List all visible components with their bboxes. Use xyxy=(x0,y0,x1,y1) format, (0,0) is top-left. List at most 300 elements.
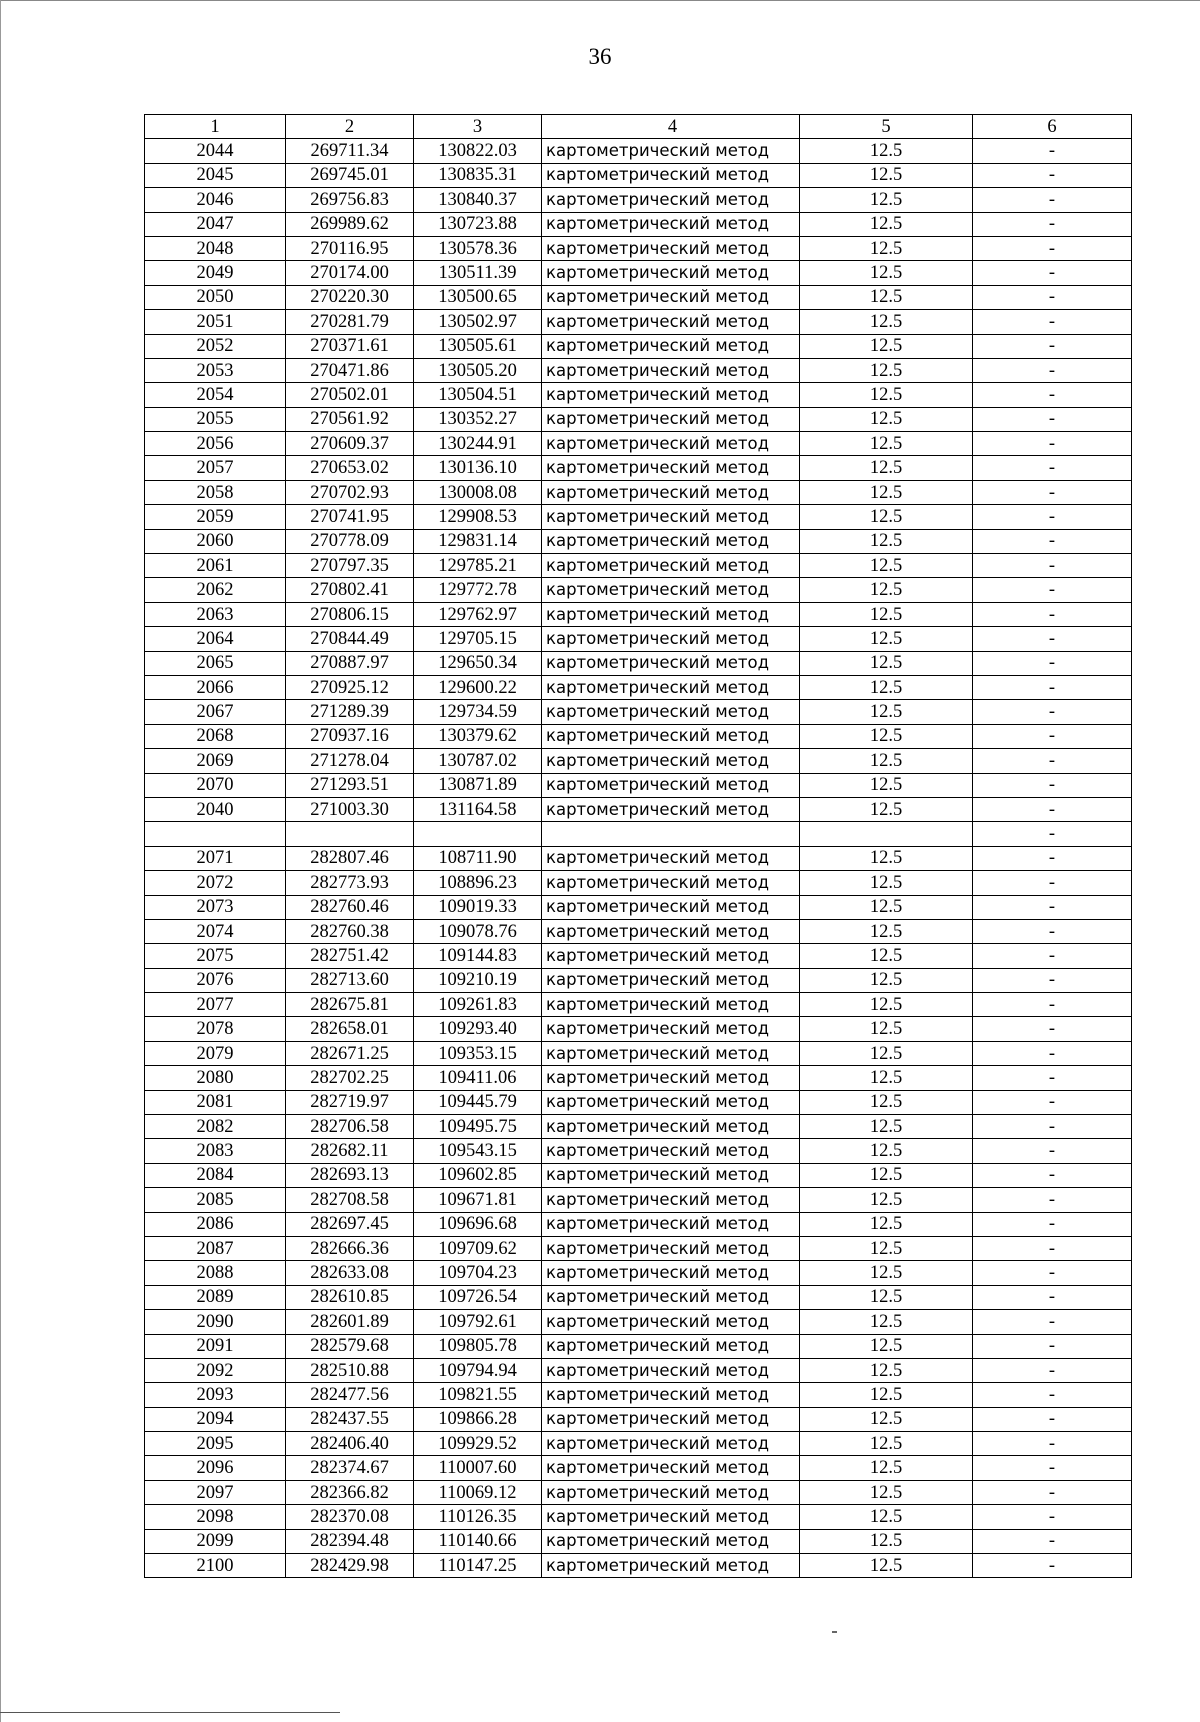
x-coordinate-cell: 282697.45 xyxy=(286,1212,414,1236)
y-coordinate-cell: 129908.53 xyxy=(414,505,542,529)
point-number-cell: 2072 xyxy=(145,871,286,895)
y-coordinate-cell: 109671.81 xyxy=(414,1188,542,1212)
method-cell: картометрический метод xyxy=(542,700,800,724)
method-cell: картометрический метод xyxy=(542,212,800,236)
y-coordinate-cell: 130723.88 xyxy=(414,212,542,236)
note-cell: - xyxy=(973,1407,1132,1431)
y-coordinate-cell: 109866.28 xyxy=(414,1407,542,1431)
accuracy-cell: 12.5 xyxy=(800,1358,973,1382)
point-number-cell: 2060 xyxy=(145,529,286,553)
y-coordinate-cell: 110140.66 xyxy=(414,1529,542,1553)
accuracy-cell: 12.5 xyxy=(800,358,973,382)
method-cell: картометрический метод xyxy=(542,334,800,358)
point-number-cell: 2062 xyxy=(145,578,286,602)
y-coordinate-cell xyxy=(414,822,542,846)
y-coordinate-cell: 130505.61 xyxy=(414,334,542,358)
y-coordinate-cell: 110126.35 xyxy=(414,1505,542,1529)
method-cell: картометрический метод xyxy=(542,1358,800,1382)
table-row xyxy=(145,285,1132,309)
note-cell: - xyxy=(973,505,1132,529)
note-cell: - xyxy=(973,627,1132,651)
y-coordinate-cell: 130504.51 xyxy=(414,383,542,407)
point-number-cell: 2087 xyxy=(145,1236,286,1260)
method-cell: картометрический метод xyxy=(542,1041,800,1065)
method-cell: картометрический метод xyxy=(542,1261,800,1285)
accuracy-cell: 12.5 xyxy=(800,749,973,773)
table-row xyxy=(145,1285,1132,1309)
accuracy-cell: 12.5 xyxy=(800,1090,973,1114)
table-row xyxy=(145,1017,1132,1041)
table-row xyxy=(145,1334,1132,1358)
point-number-cell: 2044 xyxy=(145,139,286,163)
table-row xyxy=(145,919,1132,943)
note-cell: - xyxy=(973,1115,1132,1139)
method-cell: картометрический метод xyxy=(542,1480,800,1504)
note-cell: - xyxy=(973,724,1132,748)
x-coordinate-cell: 282370.08 xyxy=(286,1505,414,1529)
accuracy-cell: 12.5 xyxy=(800,1383,973,1407)
y-coordinate-cell: 109411.06 xyxy=(414,1066,542,1090)
y-coordinate-cell: 130840.37 xyxy=(414,188,542,212)
scan-left-edge xyxy=(0,0,1,1722)
point-number-cell: 2073 xyxy=(145,895,286,919)
y-coordinate-cell: 130835.31 xyxy=(414,163,542,187)
y-coordinate-cell: 109543.15 xyxy=(414,1139,542,1163)
accuracy-cell: 12.5 xyxy=(800,529,973,553)
x-coordinate-cell: 282510.88 xyxy=(286,1358,414,1382)
y-coordinate-cell: 109353.15 xyxy=(414,1041,542,1065)
x-coordinate-cell: 282693.13 xyxy=(286,1163,414,1187)
accuracy-cell: 12.5 xyxy=(800,383,973,407)
method-cell: картометрический метод xyxy=(542,1236,800,1260)
note-cell: - xyxy=(973,1090,1132,1114)
y-coordinate-cell: 129762.97 xyxy=(414,602,542,626)
y-coordinate-cell: 109709.62 xyxy=(414,1236,542,1260)
note-cell: - xyxy=(973,1236,1132,1260)
table-row xyxy=(145,1554,1132,1578)
accuracy-cell: 12.5 xyxy=(800,578,973,602)
note-cell: - xyxy=(973,1334,1132,1358)
accuracy-cell: 12.5 xyxy=(800,505,973,529)
accuracy-cell: 12.5 xyxy=(800,1310,973,1334)
point-number-cell: 2090 xyxy=(145,1310,286,1334)
method-cell: картометрический метод xyxy=(542,1212,800,1236)
x-coordinate-cell: 270281.79 xyxy=(286,310,414,334)
scan-bottom-edge xyxy=(0,1712,340,1713)
x-coordinate-cell: 282751.42 xyxy=(286,944,414,968)
method-cell: картометрический метод xyxy=(542,895,800,919)
accuracy-cell: 12.5 xyxy=(800,1480,973,1504)
method-cell: картометрический метод xyxy=(542,1529,800,1553)
note-cell: - xyxy=(973,846,1132,870)
x-coordinate-cell: 270937.16 xyxy=(286,724,414,748)
method-cell: картометрический метод xyxy=(542,505,800,529)
table-row xyxy=(145,358,1132,382)
y-coordinate-cell: 130511.39 xyxy=(414,261,542,285)
column-header-6: 6 xyxy=(973,115,1132,139)
note-cell: - xyxy=(973,895,1132,919)
method-cell: картометрический метод xyxy=(542,1407,800,1431)
x-coordinate-cell: 282437.55 xyxy=(286,1407,414,1431)
y-coordinate-cell: 130379.62 xyxy=(414,724,542,748)
method-cell: картометрический метод xyxy=(542,456,800,480)
table-row xyxy=(145,480,1132,504)
point-number-cell: 2067 xyxy=(145,700,286,724)
method-cell: картометрический метод xyxy=(542,871,800,895)
x-coordinate-cell: 282708.58 xyxy=(286,1188,414,1212)
note-cell: - xyxy=(973,675,1132,699)
point-number-cell: 2080 xyxy=(145,1066,286,1090)
accuracy-cell: 12.5 xyxy=(800,285,973,309)
scan-top-edge xyxy=(0,0,1200,1)
note-cell: - xyxy=(973,1188,1132,1212)
table-row xyxy=(145,1480,1132,1504)
point-number-cell: 2058 xyxy=(145,480,286,504)
method-cell: картометрический метод xyxy=(542,407,800,431)
method-cell xyxy=(542,822,800,846)
point-number-cell: 2074 xyxy=(145,919,286,943)
note-cell: - xyxy=(973,529,1132,553)
table-row xyxy=(145,456,1132,480)
y-coordinate-cell: 130008.08 xyxy=(414,480,542,504)
table-row xyxy=(145,1139,1132,1163)
note-cell: - xyxy=(973,480,1132,504)
accuracy-cell: 12.5 xyxy=(800,1285,973,1309)
point-number-cell: 2057 xyxy=(145,456,286,480)
table-row xyxy=(145,432,1132,456)
table-row xyxy=(145,1188,1132,1212)
x-coordinate-cell: 270220.30 xyxy=(286,285,414,309)
note-cell: - xyxy=(973,944,1132,968)
method-cell: картометрический метод xyxy=(542,1115,800,1139)
note-cell: - xyxy=(973,334,1132,358)
point-number-cell: 2066 xyxy=(145,675,286,699)
point-number-cell: 2051 xyxy=(145,310,286,334)
y-coordinate-cell: 109821.55 xyxy=(414,1383,542,1407)
method-cell: картометрический метод xyxy=(542,1554,800,1578)
accuracy-cell: 12.5 xyxy=(800,480,973,504)
point-number-cell: 2098 xyxy=(145,1505,286,1529)
accuracy-cell: 12.5 xyxy=(800,944,973,968)
page-number: 36 xyxy=(588,44,612,69)
note-cell: - xyxy=(973,1017,1132,1041)
table-row xyxy=(145,895,1132,919)
accuracy-cell: 12.5 xyxy=(800,797,973,821)
note-cell: - xyxy=(973,1554,1132,1578)
table-row xyxy=(145,1041,1132,1065)
y-coordinate-cell: 110069.12 xyxy=(414,1480,542,1504)
y-coordinate-cell: 130505.20 xyxy=(414,358,542,382)
point-number-cell: 2081 xyxy=(145,1090,286,1114)
method-cell: картометрический метод xyxy=(542,480,800,504)
method-cell: картометрический метод xyxy=(542,1432,800,1456)
x-coordinate-cell: 270806.15 xyxy=(286,602,414,626)
y-coordinate-cell: 109696.68 xyxy=(414,1212,542,1236)
method-cell: картометрический метод xyxy=(542,968,800,992)
accuracy-cell: 12.5 xyxy=(800,1212,973,1236)
table-row xyxy=(145,163,1132,187)
x-coordinate-cell: 270653.02 xyxy=(286,456,414,480)
point-number-cell: 2068 xyxy=(145,724,286,748)
column-header-4: 4 xyxy=(542,115,800,139)
table-row xyxy=(145,529,1132,553)
y-coordinate-cell: 130871.89 xyxy=(414,773,542,797)
x-coordinate-cell: 282429.98 xyxy=(286,1554,414,1578)
point-number-cell: 2099 xyxy=(145,1529,286,1553)
point-number-cell: 2059 xyxy=(145,505,286,529)
point-number-cell: 2086 xyxy=(145,1212,286,1236)
note-cell: - xyxy=(973,1432,1132,1456)
accuracy-cell: 12.5 xyxy=(800,139,973,163)
y-coordinate-cell: 109078.76 xyxy=(414,919,542,943)
method-cell: картометрический метод xyxy=(542,1163,800,1187)
note-cell: - xyxy=(973,1480,1132,1504)
accuracy-cell: 12.5 xyxy=(800,773,973,797)
method-cell: картометрический метод xyxy=(542,602,800,626)
table-row xyxy=(145,773,1132,797)
table-row xyxy=(145,993,1132,1017)
method-cell: картометрический метод xyxy=(542,749,800,773)
method-cell: картометрический метод xyxy=(542,724,800,748)
x-coordinate-cell: 282579.68 xyxy=(286,1334,414,1358)
y-coordinate-cell: 109495.75 xyxy=(414,1115,542,1139)
x-coordinate-cell: 282671.25 xyxy=(286,1041,414,1065)
x-coordinate-cell: 282706.58 xyxy=(286,1115,414,1139)
note-cell: - xyxy=(973,407,1132,431)
table-row xyxy=(145,1212,1132,1236)
table-row xyxy=(145,1358,1132,1382)
point-number-cell: 2047 xyxy=(145,212,286,236)
method-cell: картометрический метод xyxy=(542,846,800,870)
method-cell: картометрический метод xyxy=(542,1017,800,1041)
table-row xyxy=(145,261,1132,285)
method-cell: картометрический метод xyxy=(542,1188,800,1212)
x-coordinate-cell: 270502.01 xyxy=(286,383,414,407)
table-row xyxy=(145,188,1132,212)
accuracy-cell: 12.5 xyxy=(800,919,973,943)
table-row xyxy=(145,797,1132,821)
method-cell: картометрический метод xyxy=(542,261,800,285)
table-row xyxy=(145,602,1132,626)
column-header-1: 1 xyxy=(145,115,286,139)
table-row xyxy=(145,1432,1132,1456)
accuracy-cell: 12.5 xyxy=(800,846,973,870)
method-cell: картометрический метод xyxy=(542,578,800,602)
method-cell: картометрический метод xyxy=(542,675,800,699)
table-row xyxy=(145,968,1132,992)
x-coordinate-cell: 282366.82 xyxy=(286,1480,414,1504)
y-coordinate-cell: 129705.15 xyxy=(414,627,542,651)
point-number-cell: 2054 xyxy=(145,383,286,407)
accuracy-cell: 12.5 xyxy=(800,1432,973,1456)
accuracy-cell: 12.5 xyxy=(800,1456,973,1480)
method-cell: картометрический метод xyxy=(542,554,800,578)
table-row xyxy=(145,627,1132,651)
point-number-cell: 2052 xyxy=(145,334,286,358)
x-coordinate-cell: 282760.38 xyxy=(286,919,414,943)
y-coordinate-cell: 109929.52 xyxy=(414,1432,542,1456)
point-number-cell: 2092 xyxy=(145,1358,286,1382)
x-coordinate-cell: 270174.00 xyxy=(286,261,414,285)
x-coordinate-cell: 269745.01 xyxy=(286,163,414,187)
note-cell: - xyxy=(973,1456,1132,1480)
note-cell: - xyxy=(973,1066,1132,1090)
y-coordinate-cell: 130244.91 xyxy=(414,432,542,456)
accuracy-cell: 12.5 xyxy=(800,1529,973,1553)
x-coordinate-cell: 282807.46 xyxy=(286,846,414,870)
note-cell: - xyxy=(973,919,1132,943)
accuracy-cell: 12.5 xyxy=(800,724,973,748)
x-coordinate-cell: 282394.48 xyxy=(286,1529,414,1553)
x-coordinate-cell: 271278.04 xyxy=(286,749,414,773)
point-number-cell xyxy=(145,822,286,846)
accuracy-cell: 12.5 xyxy=(800,1139,973,1163)
note-cell: - xyxy=(973,578,1132,602)
point-number-cell: 2069 xyxy=(145,749,286,773)
x-coordinate-cell: 270844.49 xyxy=(286,627,414,651)
accuracy-cell: 12.5 xyxy=(800,700,973,724)
x-coordinate-cell xyxy=(286,822,414,846)
method-cell: картометрический метод xyxy=(542,627,800,651)
method-cell: картометрический метод xyxy=(542,358,800,382)
method-cell: картометрический метод xyxy=(542,1456,800,1480)
y-coordinate-cell: 131164.58 xyxy=(414,797,542,821)
y-coordinate-cell: 130822.03 xyxy=(414,139,542,163)
x-coordinate-cell: 270778.09 xyxy=(286,529,414,553)
y-coordinate-cell: 130578.36 xyxy=(414,236,542,260)
point-number-cell: 2095 xyxy=(145,1432,286,1456)
y-coordinate-cell: 129600.22 xyxy=(414,675,542,699)
point-number-cell: 2078 xyxy=(145,1017,286,1041)
note-cell: - xyxy=(973,1139,1132,1163)
accuracy-cell: 12.5 xyxy=(800,334,973,358)
y-coordinate-cell: 109445.79 xyxy=(414,1090,542,1114)
x-coordinate-cell: 270741.95 xyxy=(286,505,414,529)
accuracy-cell: 12.5 xyxy=(800,1188,973,1212)
x-coordinate-cell: 282666.36 xyxy=(286,1236,414,1260)
point-number-cell: 2065 xyxy=(145,651,286,675)
method-cell: картометрический метод xyxy=(542,383,800,407)
x-coordinate-cell: 270802.41 xyxy=(286,578,414,602)
method-cell: картометрический метод xyxy=(542,1505,800,1529)
x-coordinate-cell: 282610.85 xyxy=(286,1285,414,1309)
accuracy-cell: 12.5 xyxy=(800,1334,973,1358)
accuracy-cell: 12.5 xyxy=(800,1115,973,1139)
x-coordinate-cell: 282406.40 xyxy=(286,1432,414,1456)
y-coordinate-cell: 109805.78 xyxy=(414,1334,542,1358)
y-coordinate-cell: 130502.97 xyxy=(414,310,542,334)
y-coordinate-cell: 109794.94 xyxy=(414,1358,542,1382)
table-row xyxy=(145,871,1132,895)
y-coordinate-cell: 109792.61 xyxy=(414,1310,542,1334)
method-cell: картометрический метод xyxy=(542,139,800,163)
x-coordinate-cell: 282374.67 xyxy=(286,1456,414,1480)
method-cell: картометрический метод xyxy=(542,1285,800,1309)
table-row xyxy=(145,1505,1132,1529)
x-coordinate-cell: 282658.01 xyxy=(286,1017,414,1041)
accuracy-cell: 12.5 xyxy=(800,895,973,919)
y-coordinate-cell: 129650.34 xyxy=(414,651,542,675)
note-cell: - xyxy=(973,1285,1132,1309)
x-coordinate-cell: 269711.34 xyxy=(286,139,414,163)
point-number-cell: 2055 xyxy=(145,407,286,431)
point-number-cell: 2088 xyxy=(145,1261,286,1285)
note-cell: - xyxy=(973,749,1132,773)
x-coordinate-cell: 269989.62 xyxy=(286,212,414,236)
y-coordinate-cell: 129785.21 xyxy=(414,554,542,578)
note-cell: - xyxy=(973,163,1132,187)
table-header xyxy=(145,115,1132,139)
table-row xyxy=(145,578,1132,602)
method-cell: картометрический метод xyxy=(542,1066,800,1090)
x-coordinate-cell: 282633.08 xyxy=(286,1261,414,1285)
table-row xyxy=(145,236,1132,260)
note-cell: - xyxy=(973,1505,1132,1529)
point-number-cell: 2089 xyxy=(145,1285,286,1309)
x-coordinate-cell: 282773.93 xyxy=(286,871,414,895)
method-cell: картометрический метод xyxy=(542,310,800,334)
accuracy-cell: 12.5 xyxy=(800,1505,973,1529)
x-coordinate-cell: 270371.61 xyxy=(286,334,414,358)
column-header-5: 5 xyxy=(800,115,973,139)
y-coordinate-cell: 110007.60 xyxy=(414,1456,542,1480)
point-number-cell: 2063 xyxy=(145,602,286,626)
accuracy-cell: 12.5 xyxy=(800,554,973,578)
x-coordinate-cell: 270609.37 xyxy=(286,432,414,456)
note-cell: - xyxy=(973,1261,1132,1285)
accuracy-cell: 12.5 xyxy=(800,1066,973,1090)
accuracy-cell: 12.5 xyxy=(800,968,973,992)
table-row xyxy=(145,846,1132,870)
point-number-cell: 2053 xyxy=(145,358,286,382)
method-cell: картометрический метод xyxy=(542,188,800,212)
point-number-cell: 2100 xyxy=(145,1554,286,1578)
method-cell: картометрический метод xyxy=(542,236,800,260)
point-number-cell: 2093 xyxy=(145,1383,286,1407)
table-header-row xyxy=(145,115,1132,139)
note-cell: - xyxy=(973,236,1132,260)
table-row xyxy=(145,1456,1132,1480)
y-coordinate-cell: 130136.10 xyxy=(414,456,542,480)
table-row xyxy=(145,822,1132,846)
note-cell: - xyxy=(973,432,1132,456)
note-cell: - xyxy=(973,602,1132,626)
table-row xyxy=(145,1236,1132,1260)
y-coordinate-cell: 109293.40 xyxy=(414,1017,542,1041)
x-coordinate-cell: 282719.97 xyxy=(286,1090,414,1114)
y-coordinate-cell: 129831.14 xyxy=(414,529,542,553)
point-number-cell: 2096 xyxy=(145,1456,286,1480)
table-row xyxy=(145,1090,1132,1114)
point-number-cell: 2079 xyxy=(145,1041,286,1065)
accuracy-cell: 12.5 xyxy=(800,1163,973,1187)
note-cell: - xyxy=(973,968,1132,992)
x-coordinate-cell: 270561.92 xyxy=(286,407,414,431)
note-cell: - xyxy=(973,871,1132,895)
note-cell: - xyxy=(973,822,1132,846)
y-coordinate-cell: 109726.54 xyxy=(414,1285,542,1309)
accuracy-cell: 12.5 xyxy=(800,212,973,236)
note-cell: - xyxy=(973,1529,1132,1553)
note-cell: - xyxy=(973,310,1132,334)
point-number-cell: 2056 xyxy=(145,432,286,456)
point-number-cell: 2071 xyxy=(145,846,286,870)
y-coordinate-cell: 109210.19 xyxy=(414,968,542,992)
accuracy-cell: 12.5 xyxy=(800,1407,973,1431)
method-cell: картометрический метод xyxy=(542,944,800,968)
table-row xyxy=(145,505,1132,529)
method-cell: картометрический метод xyxy=(542,1090,800,1114)
